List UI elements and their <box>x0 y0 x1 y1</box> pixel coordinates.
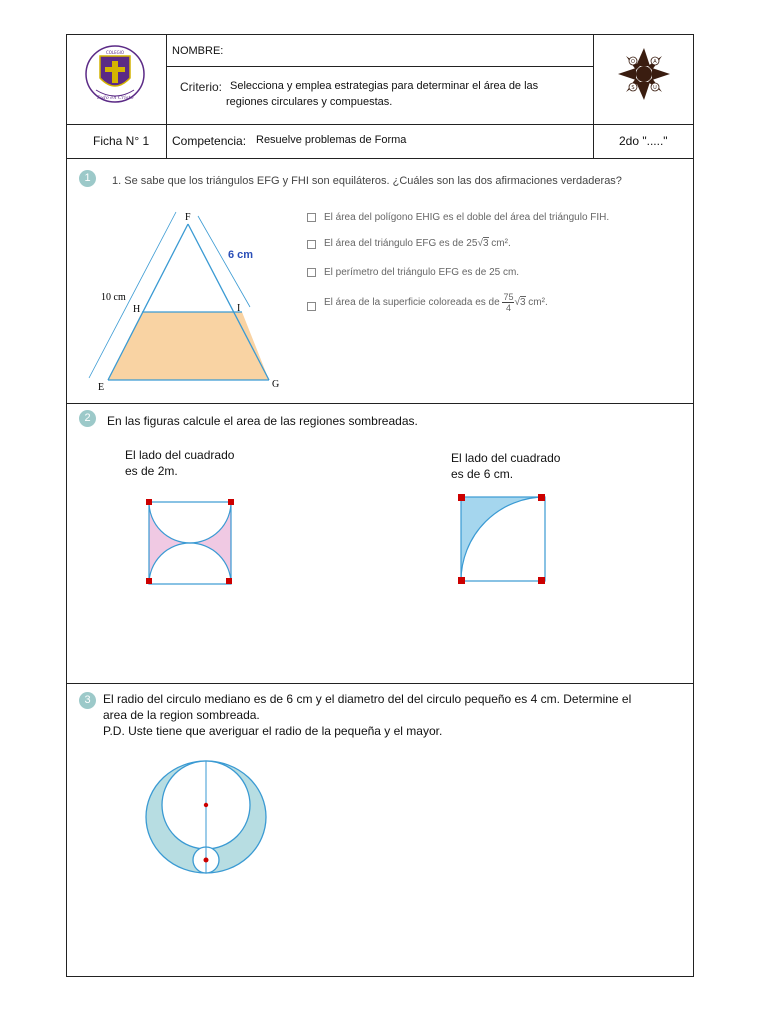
ficha-number: Ficha N° 1 <box>93 134 150 148</box>
competencia-label: Competencia: <box>172 134 247 148</box>
criterio-text-line2: regiones circulares y compuestas. <box>226 96 393 108</box>
cross-letter-4: U <box>653 85 657 91</box>
nested-circles-figure <box>142 760 272 880</box>
question-3-line3: P.D. Uste tiene que averiguar el radio de la pequeña y el mayor. <box>103 724 443 738</box>
nombre-label: NOMBRE: <box>172 45 224 57</box>
figure-2-caption-line1: El lado del cuadrado <box>451 451 561 465</box>
label-I: I <box>237 303 241 314</box>
option-2-text-wrap: El área del triángulo EFG es de 25√3 cm². <box>324 238 511 249</box>
square-figure-1 <box>145 498 235 588</box>
cross-letter-3: S <box>631 85 635 91</box>
criterio-label: Criterio: <box>180 80 223 94</box>
option-3-checkbox[interactable] <box>307 268 316 277</box>
option-4-radicand: 3 <box>519 297 526 309</box>
option-4-text-wrap: El área de la superficie coloreada es de $\frac{75}{4}$ √3 cm². <box>324 292 548 313</box>
option-4-unit: cm². <box>525 297 548 309</box>
option-4-checkbox[interactable] <box>307 302 316 311</box>
competencia-text: Resuelve problemas de Forma <box>256 134 407 146</box>
label-H: H <box>133 304 141 315</box>
question-3-badge: 3 <box>79 692 96 709</box>
label-6cm: 6 cm <box>228 249 254 261</box>
question-1-prompt: 1. Se sabe que los triángulos EFG y FHI son equiláteros. ¿Cuáles son las dos afirmaciones verdaderas? <box>112 175 622 187</box>
label-G: G <box>272 379 280 390</box>
option-2-radicand: 3 <box>482 238 489 249</box>
header-col-divider-2 <box>593 34 594 159</box>
option-2-checkbox[interactable] <box>307 240 316 249</box>
label-F: F <box>185 212 191 223</box>
figure-2-caption-line2: es de 6 cm. <box>451 467 514 481</box>
question-2-badge: 2 <box>79 410 96 427</box>
question-2-prompt: En las figuras calcule el area de las regiones sombreadas. <box>107 414 418 428</box>
figure-1-caption-line2: es de 2m. <box>125 464 178 478</box>
label-10cm: 10 cm <box>101 292 126 303</box>
header-divider <box>66 124 694 125</box>
nombre-underline <box>166 66 593 67</box>
criterio-text-line1: Selecciona y emplea estrategias para determinar el área de las <box>230 80 539 92</box>
cross-letter-2: A <box>653 59 657 65</box>
option-4-fraction <box>502 292 514 313</box>
question-3-line2: area de la region sombreada. <box>103 708 260 722</box>
school-crest-logo <box>82 44 148 106</box>
cross-letter-1: O <box>631 59 635 65</box>
header-col-divider-1 <box>166 34 167 159</box>
option-4-numerator: 75 <box>503 292 514 302</box>
school-cross-logo <box>614 44 674 104</box>
option-1-text: El área del polígono EHIG es el doble del área del triángulo FIH. <box>324 212 610 223</box>
grado-label: 2do "....." <box>619 134 668 148</box>
option-4-text: El área de la superficie coloreada es de <box>324 297 500 309</box>
question-1-badge: 1 <box>79 170 96 187</box>
question-3-line1: El radio del circulo mediano es de 6 cm y el diametro del del circulo pequeño es 4 cm. Determine el <box>103 692 632 706</box>
crest-top-text: COLEGIO <box>105 50 125 55</box>
label-E: E <box>98 382 105 393</box>
square-figure-2 <box>456 492 550 588</box>
triangle-figure <box>84 210 294 395</box>
figure-1-caption-line1: El lado del cuadrado <box>125 448 235 462</box>
option-2-text: El área del triángulo EFG es de 25 <box>324 238 478 249</box>
option-3-text: El perímetro del triángulo EFG es de 25 cm. <box>324 267 520 278</box>
crest-motto: Todo en Cristo <box>96 95 134 101</box>
shaded-trapezoid <box>108 312 269 380</box>
option-4-denominator: 4 <box>505 303 511 313</box>
option-2-unit: cm². <box>488 238 511 249</box>
option-1-checkbox[interactable] <box>307 213 316 222</box>
